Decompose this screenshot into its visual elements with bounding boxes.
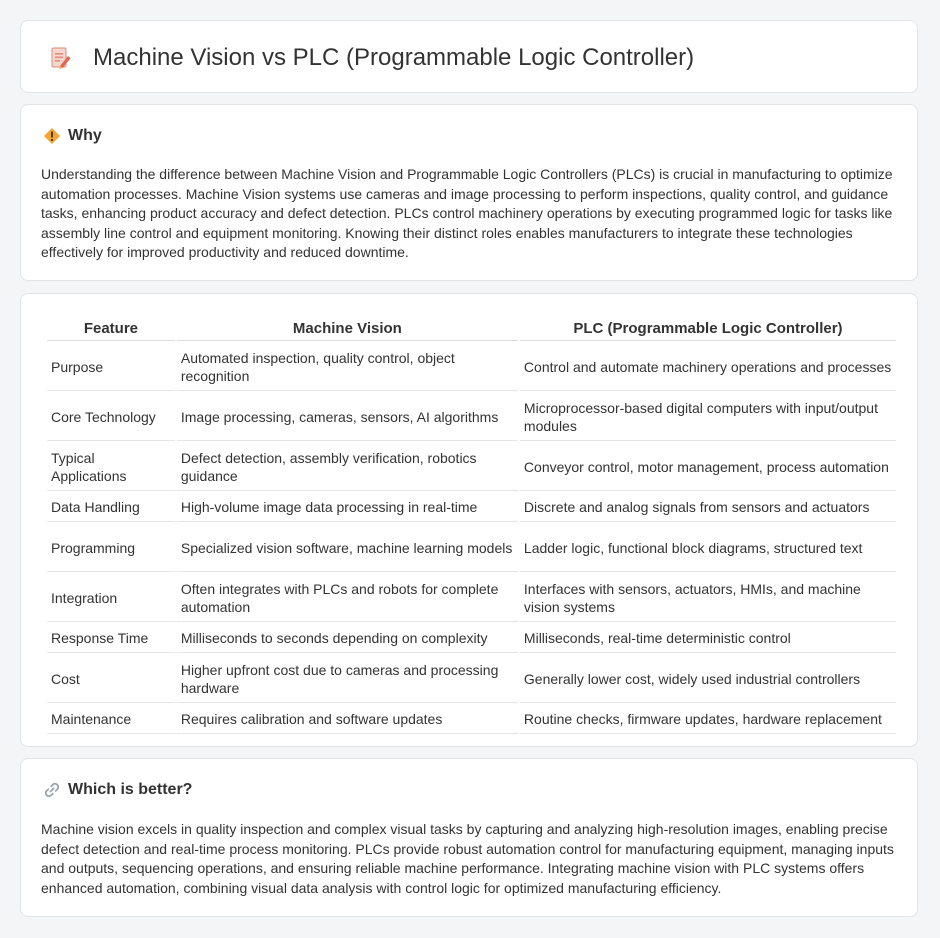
cell-plc: Microprocessor-based digital computers with input/output modules [520, 393, 896, 441]
cell-feature: Integration [47, 574, 175, 622]
table-row [47, 655, 896, 703]
cell-plc: Interfaces with sensors, actuators, HMIs, and machine vision systems [520, 574, 896, 622]
comparison-table-card [20, 293, 918, 747]
diamond-warning-icon [43, 127, 61, 145]
table-header-row [47, 318, 896, 341]
cell-machine-vision: Higher upfront cost due to cameras and processing hardware [177, 655, 518, 703]
better-text: Machine vision excels in quality inspection and complex visual tasks by capturing and analyzing high-resolution images, enabling precise defect detection and real-time process monitoring. PLCs provide robust automation control for manufacturing equipment, managing inputs and outputs, sequencing operations, and ensuring reliable machine performance. Integrating machine vision with PLC systems offers enhanced automation, combining visual data analysis with control logic for optimized manufacturing efficiency. [41, 821, 894, 896]
better-heading-row [43, 781, 192, 799]
cell-feature: Response Time [47, 624, 175, 653]
cell-machine-vision: Milliseconds to seconds depending on complexity [177, 624, 518, 653]
table-row [47, 524, 896, 572]
cell-feature: Maintenance [47, 705, 175, 734]
cell-feature: Typical Applications [47, 443, 175, 491]
cell-feature: Cost [47, 655, 175, 703]
table-row [47, 393, 896, 441]
cell-plc: Conveyor control, motor management, process automation [520, 443, 896, 491]
cell-machine-vision: Often integrates with PLCs and robots for complete automation [177, 574, 518, 622]
cell-machine-vision: Defect detection, assembly verification, robotics guidance [177, 443, 518, 491]
why-heading: Why [68, 127, 102, 144]
cell-machine-vision: Specialized vision software, machine learning models [177, 524, 518, 572]
cell-plc: Routine checks, firmware updates, hardware replacement [520, 705, 896, 734]
why-heading-row [43, 127, 102, 145]
table-row [47, 443, 896, 491]
cell-plc: Milliseconds, real-time deterministic control [520, 624, 896, 653]
document-edit-icon [47, 45, 73, 71]
cell-machine-vision: Requires calibration and software updates [177, 705, 518, 734]
cell-feature: Programming [47, 524, 175, 572]
cell-feature: Core Technology [47, 393, 175, 441]
cell-plc: Ladder logic, functional block diagrams, structured text [520, 524, 896, 572]
why-text: Understanding the difference between Machine Vision and Programmable Logic Controllers (PLCs) is crucial in manufacturing to optimize automation processes. Machine Vision systems use cameras and image processing to perform inspections, quality control, and guidance tasks, enhancing product accuracy and defect detection. PLCs control machinery operations by executing programmed logic for tasks like assembly line control and equipment monitoring. Knowing their distinct roles enables manufacturers to integrate these technologies effectively for improved productivity and reduced downtime. [41, 166, 893, 261]
table-row [47, 705, 896, 734]
header-machine-vision: Machine Vision [177, 318, 518, 341]
cell-machine-vision: Automated inspection, quality control, object recognition [177, 343, 518, 391]
which-is-better-card [20, 758, 918, 917]
comparison-table [45, 316, 898, 736]
cell-feature: Data Handling [47, 493, 175, 522]
better-heading: Which is better? [68, 781, 193, 798]
title-row [47, 43, 694, 73]
cell-plc: Generally lower cost, widely used industrial controllers [520, 655, 896, 703]
cell-feature: Purpose [47, 343, 175, 391]
title-card [20, 20, 918, 93]
why-card [20, 104, 918, 281]
cell-machine-vision: Image processing, cameras, sensors, AI algorithms [177, 393, 518, 441]
cell-machine-vision: High-volume image data processing in real-time [177, 493, 518, 522]
header-feature: Feature [47, 318, 175, 341]
page-title: Machine Vision vs PLC (Programmable Logic Controller) [93, 44, 695, 71]
cell-plc: Control and automate machinery operations and processes [520, 343, 896, 391]
cell-plc: Discrete and analog signals from sensors and actuators [520, 493, 896, 522]
table-row [47, 624, 896, 653]
table-row [47, 574, 896, 622]
table-row [47, 343, 896, 391]
table-row [47, 493, 896, 522]
link-icon [43, 781, 61, 799]
header-plc: PLC (Programmable Logic Controller) [520, 318, 896, 341]
